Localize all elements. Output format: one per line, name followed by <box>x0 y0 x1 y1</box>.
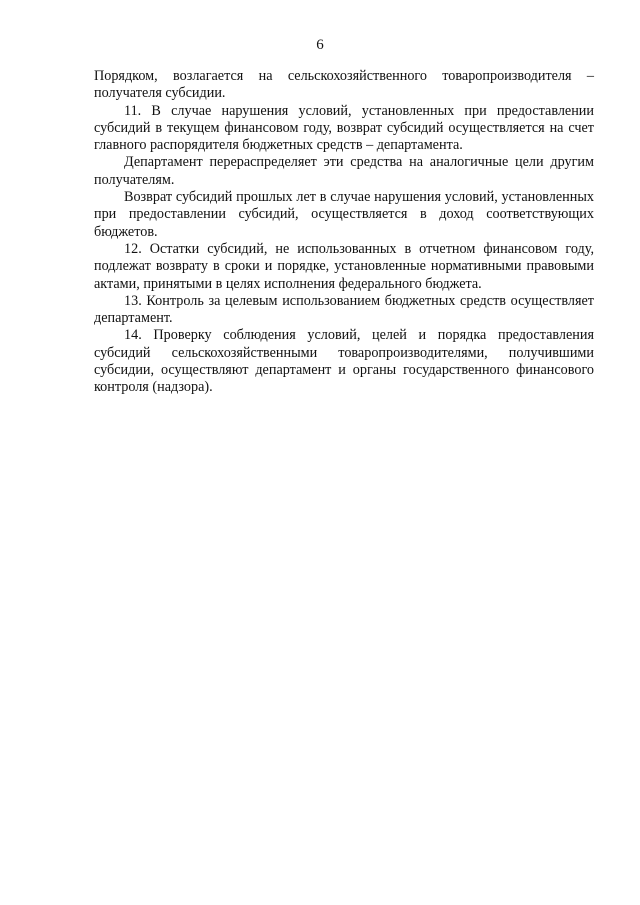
document-body <box>94 68 594 397</box>
page-number: 6 <box>316 37 324 53</box>
paragraph-item-11: 11. В случае нарушения условий, установленных при предоставлении субсидий в текущем финансовом году, возврат субсидий осуществляется на счет главного распорядителя бюджетных средств – департамента. <box>94 102 594 154</box>
paragraph-item-13: 13. Контроль за целевым использованием бюджетных средств осуществляет департамент. <box>94 292 594 327</box>
paragraph-continuation: Порядком, возлагается на сельскохозяйственного товаропроизводителя – получателя субсидии. <box>94 68 594 102</box>
paragraph-item-12: 12. Остатки субсидий, не использованных в отчетном финансовом году, подлежат возврату в сроки и порядке, установленные нормативными правовыми актами, принятыми в целях исполнения федерального бюджета. <box>94 240 594 292</box>
paragraph-past-years-return: Возврат субсидий прошлых лет в случае нарушения условий, установленных при предоставлении субсидий, осуществляется в доход соответствующих бюджетов. <box>94 189 594 240</box>
paragraph-item-14: 14. Проверку соблюдения условий, целей и порядка предоставления субсидий сельскохозяйственными товаропроизводителями, получившими субсидии, осуществляют департамент и органы государственного финансового контроля (надзора). <box>94 327 594 396</box>
paragraph-redistribution: Департамент перераспределяет эти средства на аналогичные цели другим получателям. <box>94 154 594 188</box>
